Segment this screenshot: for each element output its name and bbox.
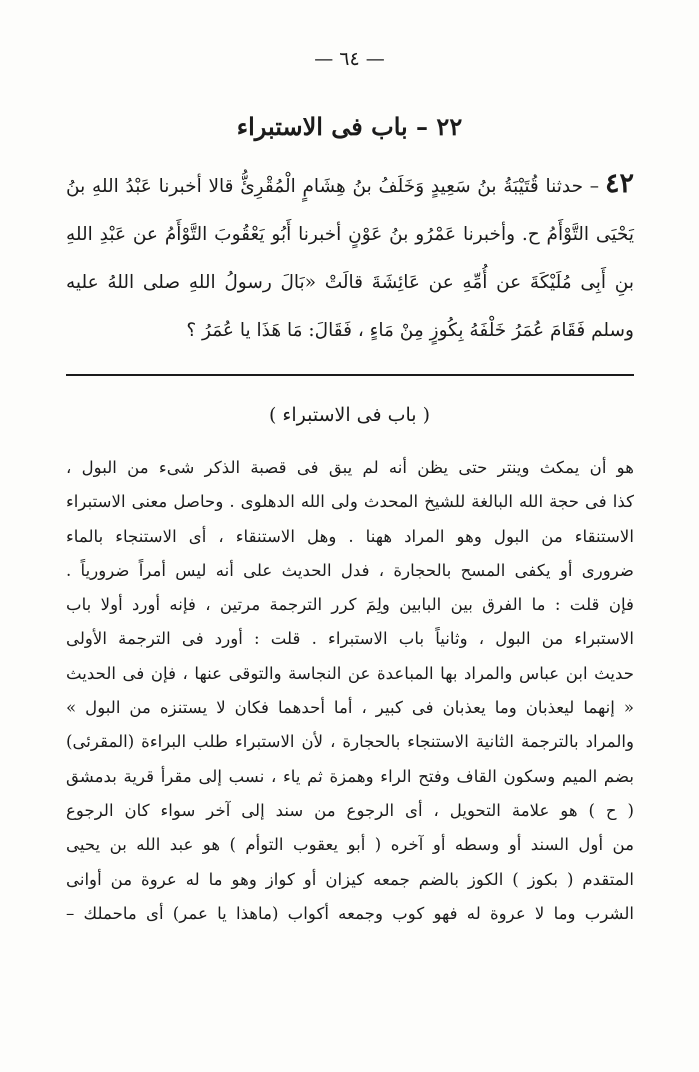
hadith-body: – حدثنا قُتَيْبَةُ بنُ سَعِيدٍ وَخَلَفُ بنُ هِشَامٍ الْمُقْرِئُّ قالا أخبرنا عَبْدُ اللهِ بنُ يَحْيَى التَّوْأَمُ ح. وأخبرنا عَمْرُو بنُ عَوْنٍ أخبرنا أَبُو يَعْقُوبَ التَّوْأَمُ عن عَبْدِ اللهِ بنِ أَبِى مُلَيْكَةَ عن أُمِّهِ عن عَائِشَةَ قالَتْ «بَالَ رسولُ اللهِ صلى اللهُ عليه وسلم فَقَامَ عُمَرُ خَلْفَهُ بِكُوزٍ مِنْ مَاءٍ ، فَقَالَ: مَا هَذَا يا عُمَرُ ؟ [66, 176, 634, 341]
commentary-title: ( باب فى الاستبراء ) [268, 404, 431, 426]
commentary-line: فإن قلت : ما الفرق بين البابين ولِمَ كرر الترجمة مرتين ، فإنه أورد أولا باب [66, 595, 634, 615]
commentary-line: الاستبراء من البول ، وثانياً باب الاستبراء . قلت : أورد فى الترجمة الأولى [66, 629, 634, 649]
commentary-line: حديث ابن عباس والمراد بها المباعدة عن النجاسة والتوقى عنها ، فإن فى الحديث [66, 663, 634, 683]
commentary-line: الشرب وما لا عروة له فهو كوب وجمعه أكواب (ماهذا يا عمر) أى ماحملك – [66, 903, 634, 923]
commentary-line: هو أن يمكث وينتر حتى يظن أنه لم يبق فى قصبة الذكر شىء من البول ، [66, 458, 634, 477]
chapter-title: ٢٢ – باب فى الاستبراء [236, 112, 463, 141]
commentary-line: كذا فى حجة الله البالغة للشيخ المحدث ولى الله الدهلوى . وحاصل معنى الاستبراء [66, 492, 634, 512]
commentary-line: والمراد بالترجمة الثانية الاستنجاء بالحجارة ، لأن الاستبراء طلب البراءة (المقرئى) [66, 732, 634, 752]
commentary-line: ضرورى أو يكفى المسح بالحجارة ، فدل الحديث على أنه ليس أمراً ضرورياً . [66, 560, 634, 580]
commentary-line: المتقدم ( بكوز ) الكوز بالضم جمعه كيزان أو كواز وهو ما له عروة من أوانى [66, 869, 634, 889]
commentary-line: « إنهما ليعذبان وما يعذبان فى كبير ، أما أحدهما فكان لا يستنزه من البول » [66, 698, 634, 718]
hadith-number: ٤٢ [604, 168, 634, 199]
commentary-line: ( ح ) هو علامة التحويل ، أى الرجوع من سند إلى آخر سواء كان الرجوع [66, 800, 634, 820]
commentary-line: بضم الميم وسكون القاف وفتح الراء وهمزة ثم ياء ، نسب إلى مقرأ قرية بدمشق [66, 766, 634, 786]
commentary-line: الاستنقاء من البول وهو المراد ههنا . وهل الاستنقاء ، أى الاستنجاء بالماء [66, 526, 634, 546]
page-number: — ٦٤ — [314, 48, 385, 70]
hadith-text-block [66, 160, 634, 355]
commentary-line: من أول السند أو وسطه أو آخره ( أبو يعقوب التوأم ) هو عبد الله بن يحيى [66, 835, 634, 855]
commentary-block [66, 451, 634, 931]
section-divider [66, 374, 634, 376]
